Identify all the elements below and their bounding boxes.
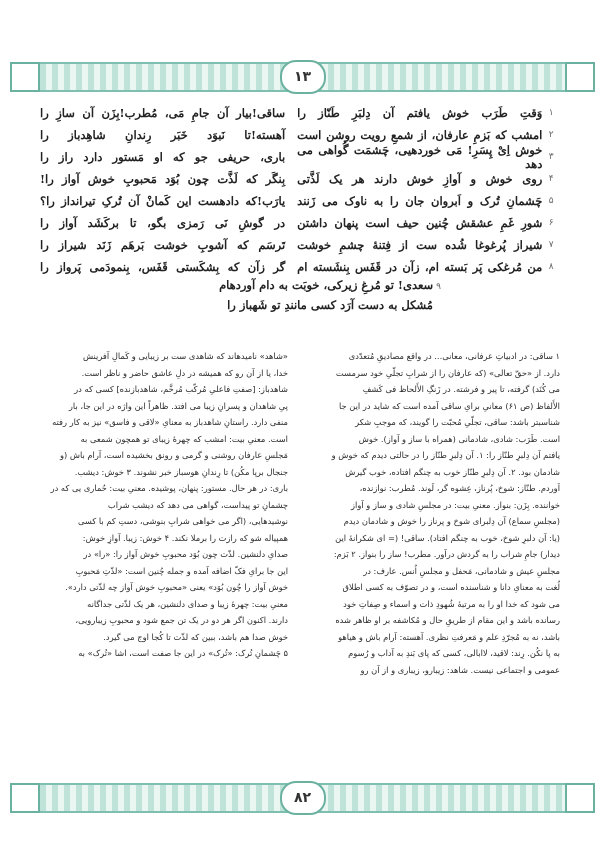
final-verse-text-1: سعدی! تو مُرغِ زیرکی، خوبَت به دام آوردهام [219,278,434,292]
commentary-line: خواننده. بِزَن: بنواز. معنیِ بیت: در مجلسِ شادی و ساز و آواز [351,499,560,510]
verse-number: ۹ [433,282,441,292]
commentary-line: چشمانِ تو پیداست، گواهی می دهد که دیشب شراب [107,499,288,510]
first-hemistich: روی خوش و آوازِ خوش دارند هر یک لَذَّتی [297,172,543,186]
verse-number: ۱ [548,108,554,118]
commentary-line: ۵ چَشمانِ تُرک: «تُرک» در این جا صفت است، اشا «تُرک» به [78,648,288,658]
final-verse-line-2: مُشکل به دست آرَد کسی مانندِ تو شَهباز را [227,298,433,312]
second-hemistich: بِنگَر که لَذَّت چون بُوَد مَحبوبِ خوش آواز را! [40,172,286,186]
verse-number: ۶ [548,218,554,228]
commentary-line: شاهدباز: [صفتِ فاعلیِ مُرکّب مُرخَّم، شاهدبازنده] کسی که در [74,384,288,394]
commentary-right-column [308,348,560,678]
poem-row [40,212,560,234]
first-hemistich: من مُرغکی پَر بَسته ام، زآن در قَفَس بِنشَسته ام [297,260,543,274]
poem-row [40,190,560,212]
verse-number: ۲ [548,130,554,140]
second-hemistich: در گوشِ نَی رَمزی بگو، تا برکَشَد آواز را [40,216,286,230]
final-verse-line-1 [160,278,500,298]
commentary-line: دارد. از «حقّ تعالی» (که عارفان را از شرابِ تجلّیِ خود سرمست [335,367,560,378]
poem-row [40,234,560,256]
commentary-line: باشد، نه به مُجرّدِ علم و مَعرفتِ نظری. آهسته: آرام باش و هیاهو [338,631,560,642]
commentary-line: آوردم. طنّاز: شوخ، پُرناز، عِشوه گر، لَوند. مُطرب: نوازنده، [359,483,560,493]
verse-number: ۳ [548,152,554,162]
first-hemistich: شورِ غَمِ عشقش چُنین حیف است پنهان داشتن [297,216,543,230]
commentary-line: به پا نکُن. رِند: لاقید، لاابالی، کسی که پای بَندِ به آداب و رُسوم [348,648,560,658]
top-page-number: ۱۳ [280,60,326,94]
commentary-line: صدایِ دلنشین. لذّت چون بُوَد محبوبِ خوش آواز را: «را» در [83,549,288,559]
commentary-line: ۱ ساقی: در ادبیاتِ عرفانی، معانی... در واقع مصادیقِ مُتعدّدی [348,351,560,361]
commentary-line: رسانده باشد و این مقام از طریقِ حال و مُکاشفه بر او ظاهر شده [335,615,560,625]
commentary-line: (مجلسِ سماع) آن دِلبرای شوخ و پرناز را خوش و شادمان دیدم [343,516,560,526]
commentary-line: این جا برایِ فکّ اضافه آمده و جمله چُنین است: «لذّتِ مَحبوبِ [75,565,288,576]
commentary-line: می کُنَد) گرفته، تا پیر و فرشته. در زَنگِ الأَلحاظ فی کَشفِ [362,384,560,394]
commentary-line: یافتم آن دِلبرِ طنّاز را: ۱. آن دِلبرِ طنّاز را در حالتی دیدم که خوش و [331,450,560,460]
second-hemistich: آهسته!تا نَبوَد خَبَر رِندانِ شاهِدباز را [40,128,286,142]
second-hemistich: گر زآن که بِشکَستی قَفَس، بِنمودَمی پَرواز را [40,260,286,274]
commentary-line: پیِ شاهدان و پسرانِ زیبا می افتد. ظاهراً این واژه در این جا، بار [68,400,288,411]
commentary-line: مجلسِ عیش و شادمانی، مَحفل و مجلسِ اُنس. عارف: در [363,565,560,576]
second-hemistich: تَرسَم که آشوبِ خوشت بَرهَم زَنَد شیراز را [40,238,286,252]
commentary-line: شادمان بود. ۲. آن دِلبرِ طنّاز خوب به چنگم افتاده، خوب گیرش [345,466,560,477]
commentary-line: عمومی و اجتماعی نیست. شاهد: زیبارو، زیباری و از آن رو [360,664,560,675]
verse-number: ۸ [548,262,554,272]
commentary-line: «شاهد» نامیدهاند که شاهدی ست بر زیبایی و کَمالِ آفرینش [82,351,288,361]
second-hemistich: باری، حریفی جو که او مَستور دارد راز را [40,150,286,164]
second-hemistich: یارَب!که دادهست این کَمانْ آن تُرکِ تیرانداز را؟ [40,194,286,208]
verse-number: ۵ [548,196,554,206]
verse-number: ۴ [548,174,554,184]
first-hemistich: وَقتِ طَرَب خوش یافتم آن دِلبَرِ طَنّاز را [297,106,543,120]
commentary-line: همپیاله شو که رازت را برملا نکند. ۴ خوش: زیبا. آوازِ خوش: [82,532,288,543]
top-ornament-band [40,62,565,92]
commentary-line: (یا: آن دلبرِ شوخ، خوب به چنگم افتاد). ساقی! (= ای شکرانهٔ این [335,532,560,543]
commentary-line: معنیِ بیت: چهرهٔ زیبا و صدای دلنشین، هر یک لذّتی جداگانه [87,598,288,609]
poem-row [40,143,560,171]
first-hemistich: خوش اِیْ پِسَرِ! مَی خوردهیی، چَشمَت گُواهی می دهد [297,143,543,171]
commentary-line: خدا، یا از آن رو که همیشه در دلِ عاشق حاضر و ناظر است. [81,367,288,378]
commentary-line: دیدار) جامِ شراب را به گردش درآور. مطرب! ساز را بنواز. ۲ بَزم: [333,549,560,559]
first-hemistich: چَشمانِ تُرک و اَبروان جان را به ناوک می زَنند [297,194,543,208]
commentary-line: باری: در هر حال. مستور: پنهان، پوشیده. معنیِ بیت: حُماری یی که در [50,483,288,493]
second-hemistich: ساقی!بیار آن جامِ مَی، مُطرب!بِزَن آن سازِ را [40,106,286,120]
commentary-line: نوشیدهایی، (اگر می خواهی شرابِ بنوشی، دستِ کم با کسی [77,516,288,526]
bottom-ornament-band [40,783,565,813]
verse-number: ۷ [548,240,554,250]
poem [40,102,560,318]
first-hemistich: شیراز پُرغوغا شُده ست از فِتنهٔ چشمِ خوشت [297,238,543,252]
poem-row [40,256,560,278]
commentary-line: منفی دارد. راستانِ شاهدباز به معنایِ «لاقی و فاسق» نیز به کار رفته [52,417,288,427]
commentary-line: مَجلسِ عارفان روشنی و گرمی و رونق بخشیده است، آرام باش (و [59,450,288,460]
commentary-line: خوش صدا هم باشد، ببین که لذّت تا کُجا اوج می گیرد. [103,631,288,642]
commentary-line: خوش آواز را چُون بُوَد» یعنی «محبوبِ خوش آواز چه لذّتی دارد». [65,582,288,592]
bottom-page-number: ۸۲ [280,781,326,815]
final-verse [160,278,500,318]
commentary-line: شناسبتر باشد: ساقی، تجلّیِ مُحبّت را گویند، که موجبِ شکر [355,417,560,427]
poem-row [40,102,560,124]
commentary-line: است. معنیِ بیت: امشب که چهرهٔ زیبای تو همچون شمعی به [80,433,288,444]
commentary-line: است. طَرَب: شادی، شادمانی (همراه با ساز و آواز). خوش [358,433,560,444]
commentary-line: دارند. اکنون اگر هر دو در یک تن جمع شود و محبوبِ زیبارویی، [75,615,288,625]
commentary-line: جنجال برپا مکُن) تا رِندانِ هوسباز خبر نشوند. ۳ خوش: دیشب. [74,466,288,477]
poem-row [40,168,560,190]
commentary-line: می شود که خدا او را به مرتبهٔ شُهودِ ذات و اسماء و صِفاتِ خود [343,598,560,609]
first-hemistich: امشب که بَزمِ عارفان، از شمعِ رویت روشن است [297,128,543,142]
commentary-line: الأَلفاظ (ص ۶۱) معانیِ برایِ ساقی آمده است که شاید در این جا [339,400,560,411]
commentary-left-column [36,348,288,662]
commentary-line: لُغت به معنایِ دانا و شناسنده است، و در تصوّف به کسی اطلاق [342,582,560,592]
